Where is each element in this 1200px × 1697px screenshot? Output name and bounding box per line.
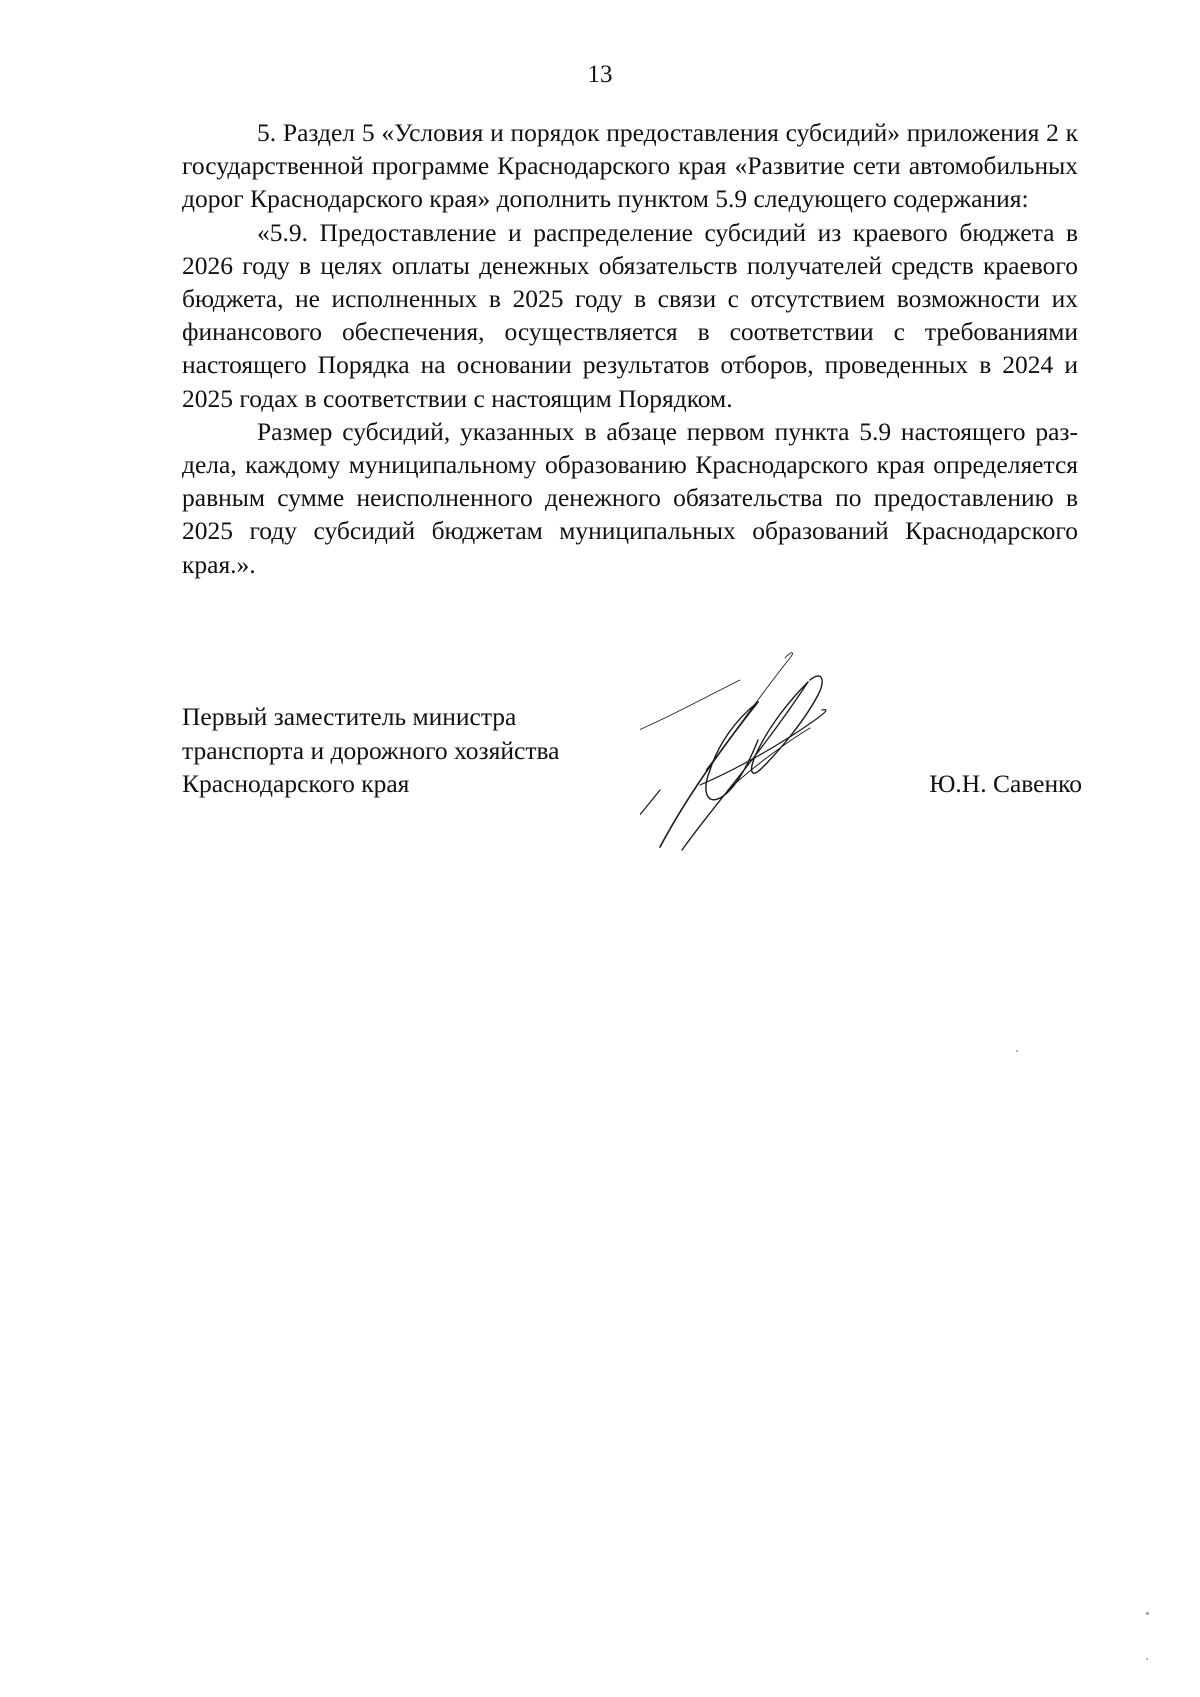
document-body xyxy=(182,116,1078,581)
signatory-name: Ю.Н. Савенко xyxy=(929,769,1082,798)
paragraph-point-5-9: «5.9. Предоставление и распределение субсидий из краевого бюджета в 2026 году в целях оплаты денежных обязательств получателей средств краевого бюджета, не исполненных в 2025 году в связи с отсутствием возможности их финансового обеспечения, осуществляется в соответствии с требованиями настоящего Порядка на основании результатов отборов, проведенных в 2024 и 2025 годах в соответствии с настоящим Порядком. xyxy=(182,217,1078,413)
signatory-position-line-1: Первый заместитель министра xyxy=(182,702,517,731)
paragraph-section-5-amendment: 5. Раздел 5 «Условия и порядок предоставления субсидий» приложения 2 к государственной программе Краснодарского края «Развитие сети автомобильных дорог Краснодарского края» дополнить пунктом 5.9 следующего содержания: xyxy=(182,118,1078,214)
handwritten-signature xyxy=(640,640,880,925)
signatory-position-line-2: транспорта и дорожного хозяйства xyxy=(182,735,560,765)
scan-speck xyxy=(1146,1658,1148,1660)
paragraph-subsidy-amount: Размер субсидий, указанных в абзаце первом пункта 5.9 настоящего раздела, каждому муниципальному образованию Краснодарского края определяется равным сумме неисполненного денежного обязательства по предоставлению в 2025 году субсидий бюджетам муниципальных образований Краснодарского края.». xyxy=(182,416,1078,579)
scan-speck xyxy=(1016,1050,1018,1052)
signatory-position xyxy=(182,700,559,801)
page-number: 13 xyxy=(587,61,613,88)
signatory-position-line-3: Краснодарского края xyxy=(182,769,410,798)
scan-speck xyxy=(1146,1612,1149,1615)
